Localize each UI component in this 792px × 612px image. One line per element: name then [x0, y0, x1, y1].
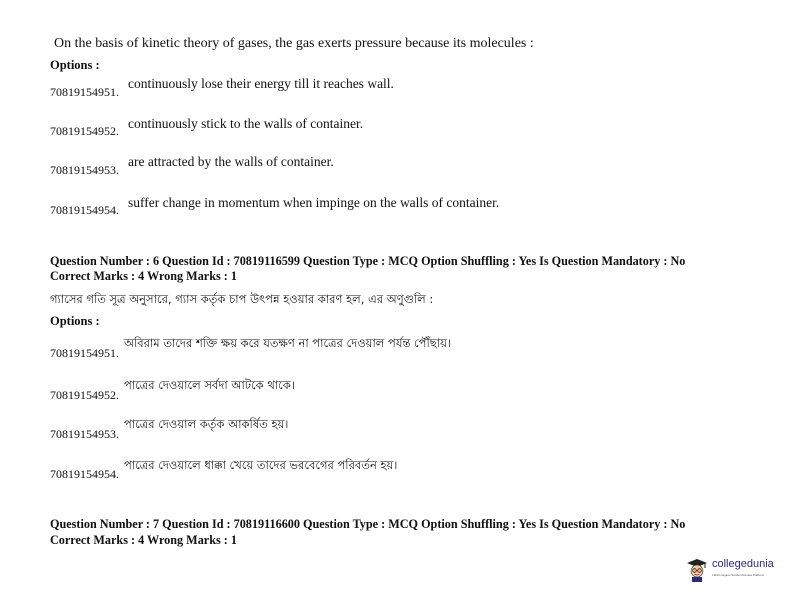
option-id: 70819154951. — [50, 85, 119, 99]
option-text: অবিরাম তাদের শক্তি ক্ষয় করে যতক্ষণ না পাত্রের দেওয়াল পর্যন্ত পৌঁছায়। — [124, 336, 451, 350]
option-id: 70819154951. — [50, 346, 119, 360]
option-text: পাত্রের দেওয়ালে ধাক্কা খেয়ে তাদের ভরবেগের পরিবর্তন হয়। — [124, 458, 398, 472]
options-label: Options : — [50, 58, 100, 72]
marks-line: Correct Marks : 4 Wrong Marks : 1 — [50, 269, 237, 283]
question-text: গ্যাসের গতি সূত্র অনুসারে, গ্যাস কর্তৃক চাপ উৎপন্ন হওয়ার কারণ হল, এর অণুগুলি : — [50, 292, 434, 306]
option-id: 70819154954. — [50, 467, 119, 481]
question-meta-line: Question Number : 7 Question Id : 70819116600 Question Type : MCQ Option Shuffling : Yes Is Question Mandatory : No — [50, 517, 686, 531]
option-id: 70819154953. — [50, 427, 119, 441]
option-id: 70819154952. — [50, 388, 119, 402]
option-id: 70819154952. — [50, 124, 119, 138]
option-text: suffer change in momentum when impinge on the walls of container. — [128, 195, 500, 210]
question-text: On the basis of kinetic theory of gases, the gas exerts pressure because its molecules : — [54, 36, 534, 51]
watermark-logo — [686, 556, 786, 586]
option-text: continuously lose their energy till it reaches wall. — [128, 76, 394, 91]
option-text: পাত্রের দেওয়াল কর্তৃক আকর্ষিত হয়। — [124, 417, 289, 431]
options-label: Options : — [50, 314, 100, 328]
question-meta-line: Question Number : 6 Question Id : 70819116599 Question Type : MCQ Option Shuffling : Yes Is Question Mandatory : No — [50, 254, 686, 268]
option-text: continuously stick to the walls of container. — [128, 116, 364, 131]
marks-line: Correct Marks : 4 Wrong Marks : 1 — [50, 533, 237, 547]
student-mascot-icon — [686, 558, 708, 582]
brand-name: collegedunia — [712, 558, 774, 570]
brand-tagline: India's largest Student Review Platform — [712, 573, 765, 577]
option-id: 70819154954. — [50, 203, 119, 217]
option-text: পাত্রের দেওয়ালে সর্বদা আটকে থাকে। — [124, 378, 295, 392]
option-text: are attracted by the walls of container. — [128, 154, 334, 169]
option-id: 70819154953. — [50, 163, 119, 177]
